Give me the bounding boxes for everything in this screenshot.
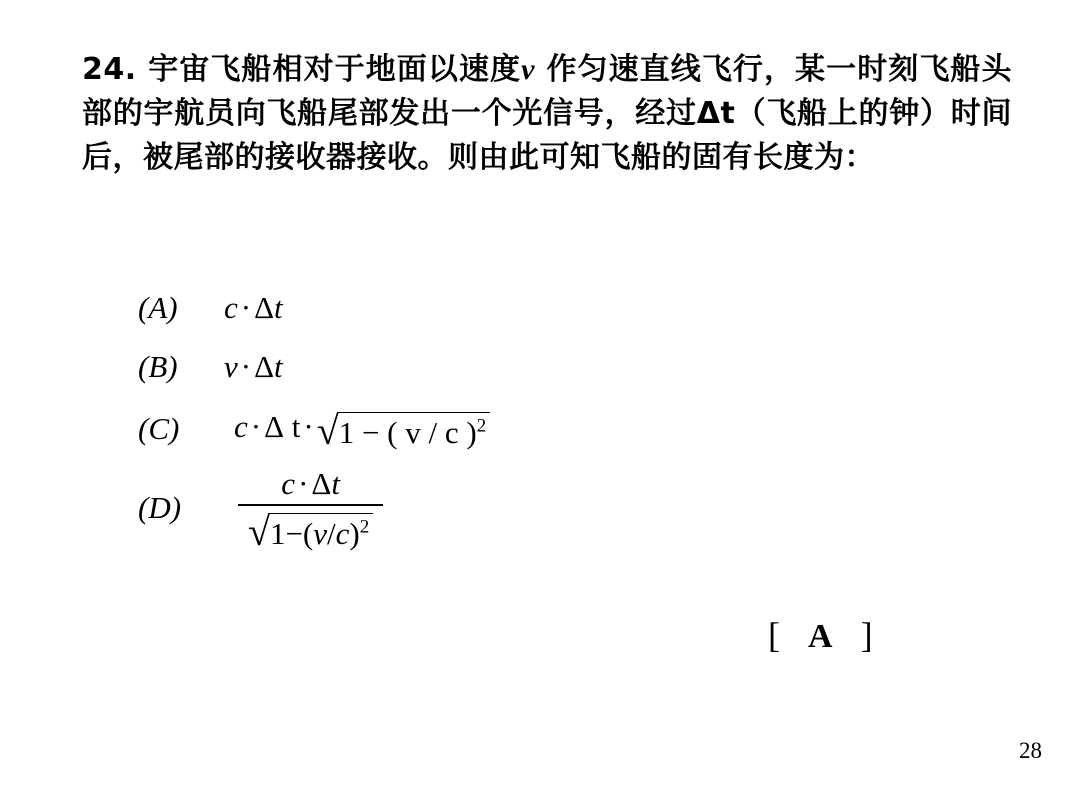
option-c-radicand: 1 − ( v / c )$^2$ bbox=[337, 412, 491, 452]
option-b-label: (B) bbox=[138, 349, 178, 384]
option-c-var-c: c bbox=[234, 408, 248, 444]
option-d-label: (D) bbox=[138, 489, 182, 525]
answer-close-bracket: ] bbox=[860, 615, 875, 655]
option-c-label: (C) bbox=[138, 411, 180, 446]
radical-sign-icon: √ bbox=[248, 508, 270, 554]
answer-bracket bbox=[768, 614, 875, 656]
option-c-expression bbox=[224, 408, 490, 454]
option-a-expression bbox=[224, 290, 283, 326]
option-d-numerator: c·Δt bbox=[281, 466, 340, 501]
radical-sign-icon: √ bbox=[316, 408, 339, 454]
question-number: 24. bbox=[82, 52, 137, 87]
stem-text-part2: 作匀速直线飞行，某一时刻飞船头部的宇航员向飞船尾部发出一个光信号，经过Δt（飞船上的钟）时间后，被尾部的接收器接收。则由此可知飞船的固有长度为： bbox=[82, 52, 1012, 175]
option-b-delta: Δ bbox=[254, 349, 275, 384]
option-d-radical: √ $1-(v/c)^2$ bbox=[248, 510, 373, 550]
options-list bbox=[138, 285, 938, 554]
option-c-operator-2: · bbox=[303, 408, 314, 444]
option-a-label: (A) bbox=[138, 290, 178, 325]
option-b-operator: · bbox=[240, 349, 252, 384]
option-d-expression bbox=[224, 466, 383, 554]
option-c-var-t: t bbox=[291, 408, 301, 444]
answer-open-bracket: [ bbox=[768, 615, 782, 655]
option-c[interactable] bbox=[138, 406, 938, 452]
page-number: 28 bbox=[1019, 738, 1042, 763]
option-a[interactable] bbox=[138, 285, 938, 331]
option-d-exponent: 2 bbox=[359, 516, 370, 538]
option-d-denominator bbox=[238, 506, 383, 554]
option-c-exponent: 2 bbox=[476, 416, 487, 438]
option-a-operator: · bbox=[240, 290, 252, 325]
option-b[interactable] bbox=[138, 344, 938, 390]
option-a-delta: Δ bbox=[254, 290, 275, 325]
option-c-radical bbox=[316, 408, 490, 454]
option-a-var-c: c bbox=[224, 290, 238, 325]
option-c-delta: Δ bbox=[264, 408, 285, 444]
question-stem bbox=[82, 48, 1012, 180]
stem-variable-v: v bbox=[521, 53, 535, 86]
option-b-var-t: t bbox=[274, 349, 283, 384]
option-b-var-v: v bbox=[224, 349, 238, 384]
answer-letter: A bbox=[808, 618, 835, 655]
option-c-operator: · bbox=[250, 408, 262, 444]
option-d-fraction bbox=[238, 466, 383, 554]
option-a-var-t: t bbox=[274, 290, 283, 325]
stem-text-part1: 宇宙飞船相对于地面以速度 bbox=[148, 52, 522, 87]
option-d[interactable] bbox=[138, 466, 938, 554]
option-b-expression bbox=[224, 349, 283, 385]
